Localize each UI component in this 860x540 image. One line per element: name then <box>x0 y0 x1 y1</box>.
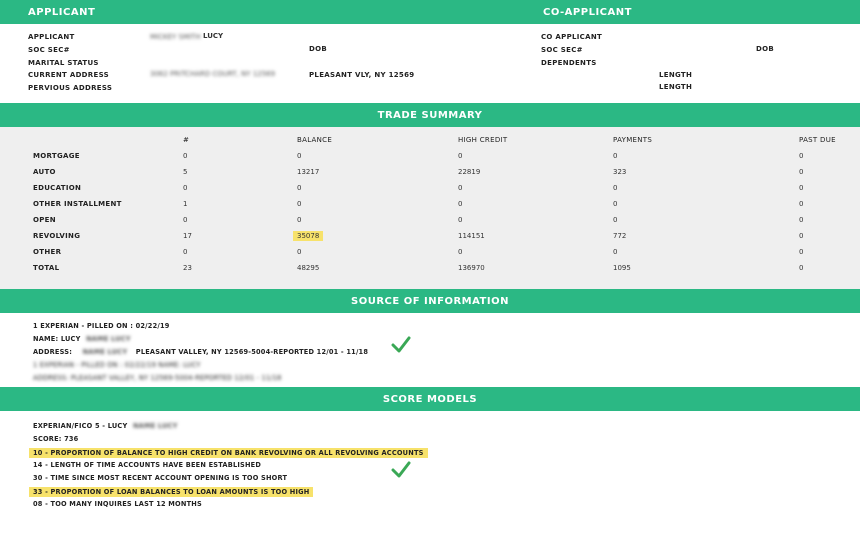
row-balance: 35078 <box>293 231 323 241</box>
trade-summary-table <box>0 127 860 289</box>
address-rest: PLEASANT VALLEY, NY 12569-5004-REPORTED 12/01 - 11/18 <box>135 348 369 356</box>
row-high-credit: 0 <box>458 184 463 192</box>
row-label: REVOLVING <box>33 232 81 240</box>
row-label: OTHER INSTALLMENT <box>33 200 122 208</box>
column-header-payments: PAYMENTS <box>613 136 653 144</box>
row-past-due: 0 <box>799 152 804 160</box>
applicant-name: LUCY <box>203 32 224 40</box>
source-line-redacted: ADDRESS: PLEASANT VALLEY, NY 12569-5004-REPORTED 12/01 - 11/18 <box>33 374 282 382</box>
column-header-high-credit: HIGH CREDIT <box>458 136 508 144</box>
current-address-redacted: 3062 PRITCHARD COURT, NY 12569 <box>150 70 276 78</box>
row-past-due: 0 <box>799 232 804 240</box>
row-balance: 0 <box>297 248 302 256</box>
row-balance: 0 <box>297 152 302 160</box>
current-address-label: CURRENT ADDRESS <box>28 71 109 79</box>
row-high-credit: 136970 <box>458 264 485 272</box>
row-label: MORTGAGE <box>33 152 80 160</box>
row-high-credit: 0 <box>458 200 463 208</box>
row-count: 17 <box>183 232 192 240</box>
row-count: 23 <box>183 264 192 272</box>
source-line <box>33 348 368 356</box>
soc-sec-label: SOC SEC# <box>28 46 70 54</box>
column-header-past-due: PAST DUE <box>799 136 836 144</box>
address-redacted: NAME LUCY <box>82 348 128 356</box>
trade-summary-title: TRADE SUMMARY <box>377 110 483 121</box>
current-address-city: PLEASANT VLY, NY 12569 <box>309 71 415 79</box>
name-prefix: NAME: LUCY <box>33 335 81 343</box>
dependents-label: DEPENDENTS <box>541 59 597 67</box>
row-high-credit: 0 <box>458 248 463 256</box>
row-high-credit: 114151 <box>458 232 485 240</box>
row-balance: 48295 <box>297 264 320 272</box>
row-count: 1 <box>183 200 188 208</box>
column-header-count: # <box>183 136 190 144</box>
row-payments: 0 <box>613 248 618 256</box>
row-past-due: 0 <box>799 200 804 208</box>
row-high-credit: 22819 <box>458 168 481 176</box>
score-value: SCORE: 736 <box>33 435 79 443</box>
name-redacted: NAME LUCY <box>86 335 131 343</box>
row-balance: 13217 <box>297 168 320 176</box>
applicant-label: APPLICANT <box>28 33 75 41</box>
co-dob-label: DOB <box>756 45 774 53</box>
score-model-source: EXPERIAN/FICO 5 - LUCY <box>33 422 128 430</box>
row-past-due: 0 <box>799 216 804 224</box>
row-balance: 0 <box>297 200 302 208</box>
row-label: OTHER <box>33 248 62 256</box>
row-payments: 772 <box>613 232 627 240</box>
row-past-due: 0 <box>799 248 804 256</box>
row-payments: 323 <box>613 168 627 176</box>
row-label: TOTAL <box>33 264 60 272</box>
score-reason: 33 - PROPORTION OF LOAN BALANCES TO LOAN AMOUNTS IS TOO HIGH <box>29 487 313 497</box>
co-applicant-label: CO APPLICANT <box>541 33 603 41</box>
row-count: 5 <box>183 168 188 176</box>
row-past-due: 0 <box>799 168 804 176</box>
score-reason: 14 - LENGTH OF TIME ACCOUNTS HAVE BEEN ESTABLISHED <box>33 461 262 469</box>
length-label: LENGTH <box>659 71 693 79</box>
row-payments: 0 <box>613 184 618 192</box>
score-model-line <box>33 422 178 430</box>
row-payments: 0 <box>613 152 618 160</box>
row-count: 0 <box>183 152 188 160</box>
score-models-band <box>0 387 860 411</box>
source-line-redacted: 1 EXPERIAN - PILLED ON : 02/22/19 NAME: LUCY <box>33 361 201 369</box>
row-label: EDUCATION <box>33 184 82 192</box>
score-models-title: SCORE MODELS <box>382 394 478 405</box>
column-header-balance: BALANCE <box>297 136 333 144</box>
source-of-information-band <box>0 289 860 313</box>
co-applicant-header: CO-APPLICANT <box>543 7 632 18</box>
row-balance: 0 <box>297 184 302 192</box>
row-count: 0 <box>183 248 188 256</box>
score-model-name-redacted: NAME LUCY <box>132 422 178 430</box>
check-icon <box>391 335 411 355</box>
source-of-information-title: SOURCE OF INFORMATION <box>351 296 509 307</box>
row-high-credit: 0 <box>458 216 463 224</box>
row-label: AUTO <box>33 168 56 176</box>
row-balance: 0 <box>297 216 302 224</box>
dob-label: DOB <box>309 45 327 53</box>
row-payments: 0 <box>613 216 618 224</box>
score-reason: 10 - PROPORTION OF BALANCE TO HIGH CREDIT ON BANK REVOLVING OR ALL REVOLVING ACCOUNTS <box>29 448 428 458</box>
row-past-due: 0 <box>799 264 804 272</box>
row-payments: 0 <box>613 200 618 208</box>
row-past-due: 0 <box>799 184 804 192</box>
row-count: 0 <box>183 216 188 224</box>
trade-summary-band <box>0 103 860 127</box>
marital-status-label: MARITAL STATUS <box>28 59 99 67</box>
source-line: 1 EXPERIAN - PILLED ON : 02/22/19 <box>33 322 170 330</box>
source-line <box>33 335 131 343</box>
previous-address-label: PERVIOUS ADDRESS <box>28 84 113 92</box>
row-count: 0 <box>183 184 188 192</box>
co-soc-sec-label: SOC SEC# <box>541 46 583 54</box>
applicant-name-redacted: MICKEY SMITH <box>150 33 201 41</box>
row-payments: 1095 <box>613 264 631 272</box>
applicant-header: APPLICANT <box>28 7 96 18</box>
score-reason: 08 - TOO MANY INQUIRES LAST 12 MONTHS <box>33 500 202 508</box>
check-icon <box>391 460 411 480</box>
length-label: LENGTH <box>659 83 693 91</box>
address-prefix: ADDRESS: <box>33 348 73 356</box>
row-label: OPEN <box>33 216 56 224</box>
score-reason: 30 - TIME SINCE MOST RECENT ACCOUNT OPENING IS TOO SHORT <box>33 474 288 482</box>
applicant-header-band <box>0 0 860 24</box>
row-high-credit: 0 <box>458 152 463 160</box>
